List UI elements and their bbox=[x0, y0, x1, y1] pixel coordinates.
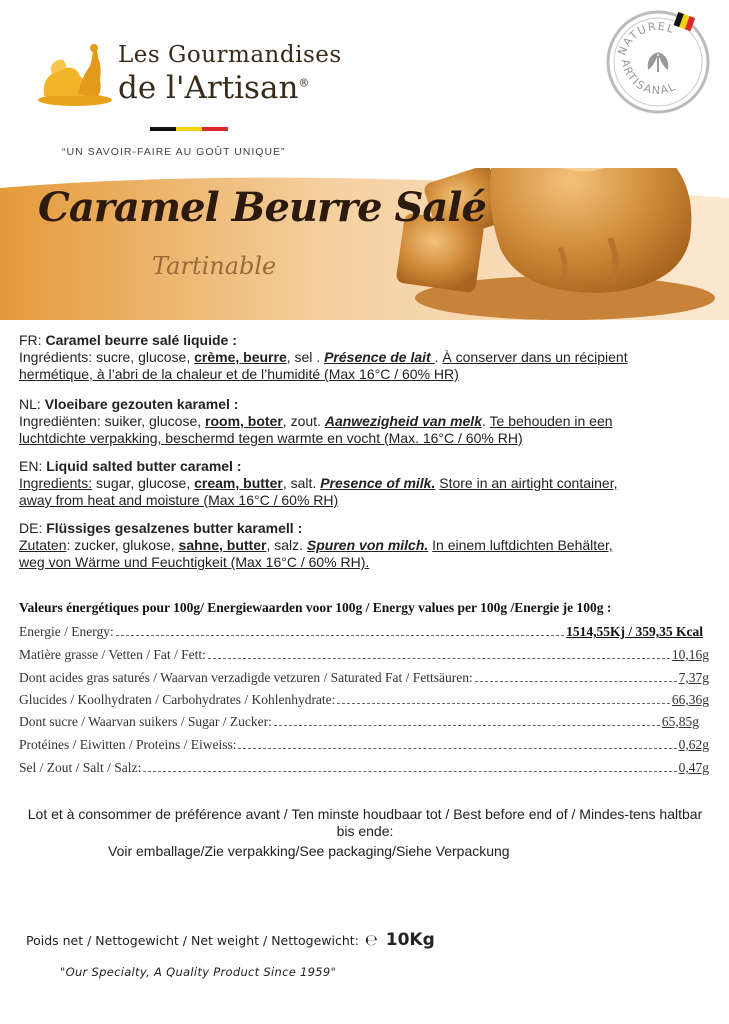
lang-title-fr bbox=[19, 332, 711, 349]
nutrition-row bbox=[19, 712, 709, 730]
milk-notice: Presence of milk. bbox=[320, 475, 436, 491]
nutrition-row bbox=[19, 668, 709, 686]
storage-lead: À conserver dans un récipient bbox=[442, 349, 628, 365]
ingr-label: Ingrédients: bbox=[19, 349, 97, 365]
nutrition-value: 7,37g bbox=[678, 670, 709, 685]
nutrition-row bbox=[19, 645, 709, 663]
lang-block-nl bbox=[19, 396, 711, 447]
storage-rest: weg von Wärme und Feuchtigkeit (Max 16°C / 60% RH). bbox=[19, 554, 370, 570]
storage-lead: Te behouden in een bbox=[489, 413, 613, 429]
ingr-plain: sugar, glucose, bbox=[92, 475, 195, 491]
nutrition-value: 66,36g bbox=[671, 692, 709, 707]
net-weight-label: Poids net / Nettogewicht / Net weight / Nettogewicht: bbox=[26, 933, 359, 948]
nutrition-label: Energie / Energy: bbox=[19, 624, 114, 639]
naturel-artisanal-seal bbox=[602, 6, 714, 118]
lang-block-de bbox=[19, 520, 711, 571]
leader-dots bbox=[116, 635, 564, 636]
ingr-plain: : zucker, glukose, bbox=[66, 537, 179, 553]
milk-notice: Spuren von milch. bbox=[306, 537, 429, 553]
nutrition-row bbox=[19, 758, 709, 776]
nutrition-label: Protéines / Eiwitten / Proteins / Eiweiss: bbox=[19, 737, 237, 752]
best-before-text: Lot et à consommer de préférence avant / Ten minste houdbaar tot / Best before end of / Mindes-tens haltbar bis ende: bbox=[27, 806, 703, 839]
storage-lead: Store in an airtight container, bbox=[439, 475, 618, 491]
nutrition-label: Dont sucre / Waarvan suikers / Sugar / Zucker: bbox=[19, 714, 272, 729]
specialty-tagline: "Our Specialty, A Quality Product Since 1959" bbox=[60, 965, 337, 979]
storage-rest: luchtdichte verpakking, beschermd tegen warmte en vocht (Max. 16°C / 60% RH) bbox=[19, 430, 523, 446]
ingr-plain: sucre, glucose, bbox=[96, 349, 195, 365]
storage-rest: hermétique, à l’abri de la chaleur et de l’humidité (Max 16°C / 60% HR) bbox=[19, 366, 459, 382]
brand-name-text: de l'Artisan bbox=[118, 70, 299, 106]
lang-title-nl bbox=[19, 396, 711, 413]
ingr-after: , zout. bbox=[282, 413, 325, 429]
belgian-flag-bar bbox=[150, 127, 228, 131]
seal-bottom-text: ARTISANAL bbox=[618, 58, 679, 98]
product-subtitle: Tartinable bbox=[152, 252, 277, 280]
storage-sep: . bbox=[482, 413, 490, 429]
see-packaging-text: Voir emballage/Zie verpakking/See packaging/Siehe Verpackung bbox=[108, 843, 510, 859]
lang-ingredients-nl bbox=[19, 413, 711, 430]
leader-dots bbox=[208, 658, 670, 659]
lang-title: Caramel beurre salé liquide : bbox=[45, 332, 237, 348]
flag-stripe-black bbox=[150, 127, 176, 131]
ingr-plain: suiker, glucose, bbox=[104, 413, 206, 429]
storage-sep: . bbox=[434, 349, 443, 365]
lang-title-en bbox=[19, 458, 711, 475]
net-weight bbox=[26, 930, 435, 950]
ingr-after: , sel . bbox=[286, 349, 325, 365]
ingr-label: Ingredients: bbox=[19, 475, 93, 491]
lang-prefix: EN: bbox=[19, 458, 47, 474]
storage-lead: In einem luftdichten Behälter, bbox=[432, 537, 613, 553]
leader-dots bbox=[143, 771, 676, 772]
lang-ingredients-fr bbox=[19, 349, 711, 366]
ingr-label: Ingrediënten: bbox=[19, 413, 105, 429]
brand-name-line1: Les Gourmandises bbox=[118, 42, 342, 68]
nutrition-value: 1514,55Kj / 359,35 Kcal bbox=[566, 624, 703, 639]
lang-title-de bbox=[19, 520, 711, 537]
allergen: sahne, butter bbox=[178, 537, 267, 553]
flag-stripe-red bbox=[202, 127, 228, 131]
nutrition-value: 10,16g bbox=[671, 647, 709, 662]
lang-title: Flüssiges gesalzenes butter karamell : bbox=[46, 520, 303, 536]
leader-dots bbox=[475, 681, 677, 682]
storage-rest: away from heat and moisture (Max 16°C / 60% RH) bbox=[19, 492, 339, 508]
ingr-label: Zutaten bbox=[19, 537, 67, 553]
milk-notice: Aanwezigheid van melk bbox=[324, 413, 482, 429]
lang-title: Vloeibare gezouten karamel : bbox=[44, 396, 239, 412]
nutrition-value: 0,47g bbox=[678, 760, 709, 775]
leader-dots bbox=[238, 748, 676, 749]
brand-name-line2 bbox=[118, 70, 309, 106]
lang-title: Liquid salted butter caramel : bbox=[46, 458, 242, 474]
slogan: “UN SAVOIR-FAIRE AU GOÛT UNIQUE” bbox=[62, 146, 286, 158]
allergen: room, boter bbox=[205, 413, 283, 429]
nutrition-row bbox=[19, 735, 709, 753]
nutrition-header: Valeurs énergétiques pour 100g/ Energiewaarden voor 100g / Energy values per 100g /Energie je 100g : bbox=[19, 600, 612, 615]
nutrition-value: 0,62g bbox=[678, 737, 709, 752]
lang-ingredients-de bbox=[19, 537, 711, 554]
net-weight-value: 10Kg bbox=[385, 930, 435, 950]
nutrition-row bbox=[19, 690, 709, 708]
nutrition-label: Matière grasse / Vetten / Fat / Fett: bbox=[19, 647, 206, 662]
lang-prefix: NL: bbox=[19, 396, 45, 412]
seal-top-text: NATUREL bbox=[615, 19, 677, 58]
ingr-after: , salt. bbox=[282, 475, 321, 491]
product-title: Caramel Beurre Salé bbox=[38, 184, 486, 231]
registered-mark: ® bbox=[298, 76, 310, 90]
lang-block-en bbox=[19, 458, 711, 509]
allergen: cream, butter bbox=[194, 475, 283, 491]
nutrition-value: 65,85g bbox=[661, 714, 699, 729]
nutrition-label: Glucides / Koolhydraten / Carbohydrates / Kohlenhydrate: bbox=[19, 692, 336, 707]
artisan-logo-icon bbox=[36, 36, 114, 110]
estimated-sign: ℮ bbox=[364, 931, 378, 949]
ingr-after: , salz. bbox=[266, 537, 307, 553]
flag-stripe-yellow bbox=[176, 127, 202, 131]
allergen: crème, beurre bbox=[194, 349, 287, 365]
lang-block-fr bbox=[19, 332, 711, 383]
nutrition-label: Dont acides gras saturés / Waarvan verzadigde vetzuren / Saturated Fat / Fettsäuren: bbox=[19, 670, 473, 685]
lang-prefix: DE: bbox=[19, 520, 47, 536]
lang-prefix: FR: bbox=[19, 332, 46, 348]
milk-notice: Présence de lait bbox=[324, 349, 435, 365]
nutrition-row bbox=[19, 622, 709, 640]
leader-dots bbox=[337, 703, 669, 704]
nutrition-label: Sel / Zout / Salt / Salz: bbox=[19, 760, 142, 775]
leader-dots bbox=[274, 725, 660, 726]
lang-ingredients-en bbox=[19, 475, 711, 492]
